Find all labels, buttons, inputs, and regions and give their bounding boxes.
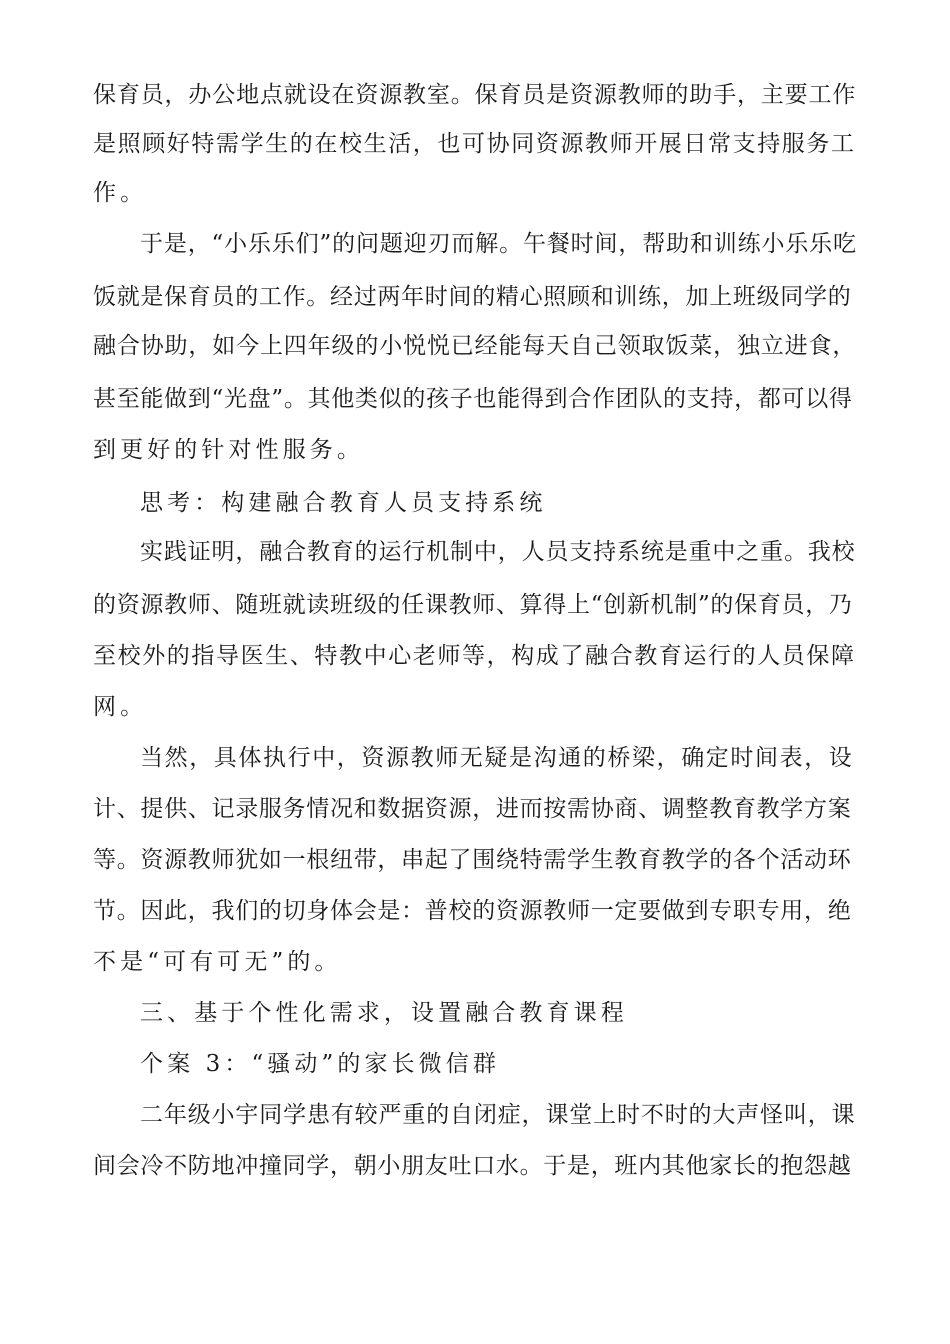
paragraph-line: 计、提供、记录服务情况和数据资源，进而按需协商、调整教育教学方案	[93, 796, 852, 822]
paragraph-line: 甚至能做到“光盘”。其他类似的孩子也能得到合作团队的支持，都可以得	[93, 386, 853, 412]
paragraph-line: 节。因此，我们的切身体会是：普校的资源教师一定要做到专职专用，绝	[93, 898, 852, 924]
paragraph-line: 不是“可有可无”的。	[93, 949, 342, 975]
case-heading: 个案 3：“骚动”的家长微信群	[140, 1051, 500, 1077]
paragraph-line: 是照顾好特需学生的在校生活，也可协同资源教师开展日常支持服务工	[93, 131, 856, 157]
paragraph-line: 当然，具体执行中，资源教师无疑是沟通的桥梁，确定时间表，设	[140, 745, 854, 771]
paragraph-line: 等。资源教师犹如一根纽带，串起了围绕特需学生教育教学的各个活动环	[93, 847, 852, 873]
section-heading: 思考：构建融合教育人员支持系统	[140, 490, 547, 516]
paragraph-line: 二年级小宇同学患有较严重的自闭症，课堂上时不时的大声怪叫，课	[140, 1102, 856, 1128]
paragraph-line: 间会冷不防地冲撞同学，朝小朋友吐口水。于是，班内其他家长的抱怨越	[93, 1153, 852, 1179]
section-heading: 三、基于个性化需求，设置融合教育课程	[140, 1000, 628, 1026]
paragraph-line: 实践证明，融合教育的运行机制中，人员支持系统是重中之重。我校	[140, 539, 856, 565]
paragraph-line: 的资源教师、随班就读班级的任课教师、算得上“创新机制”的保育员，乃	[93, 592, 853, 618]
paragraph-line: 作。	[93, 180, 148, 206]
paragraph-line: 保育员，办公地点就设在资源教室。保育员是资源教师的助手，主要工作	[93, 82, 857, 108]
paragraph-line: 饭就是保育员的工作。经过两年时间的精心照顾和训练，加上班级同学的	[93, 284, 852, 310]
paragraph-line: 于是，“小乐乐们”的问题迎刃而解。午餐时间，帮助和训练小乐乐吃	[140, 231, 857, 257]
paragraph-line: 融合协助，如今上四年级的小悦悦已经能每天自己领取饭菜，独立进食，	[93, 333, 857, 359]
paragraph-line: 至校外的指导医生、特教中心老师等，构成了融合教育运行的人员保障	[93, 643, 856, 669]
paragraph-line: 网。	[93, 694, 148, 720]
paragraph-line: 到更好的针对性服务。	[93, 437, 364, 463]
